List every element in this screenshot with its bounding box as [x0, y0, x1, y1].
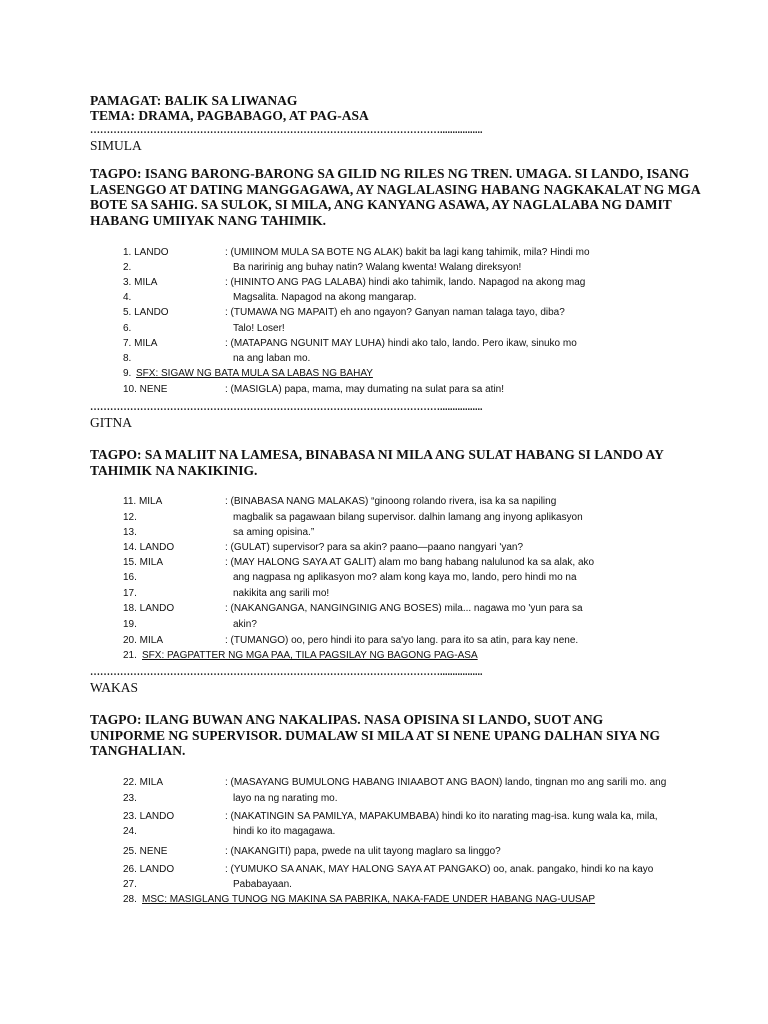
line-number: 13. — [123, 527, 137, 538]
line-number: 1. LANDO — [123, 247, 169, 258]
line-text: na ang laban mo. — [233, 353, 311, 364]
line-number: 7. MILA — [123, 338, 158, 349]
line-number: 28. — [123, 894, 137, 905]
line-number: 24. — [123, 826, 137, 837]
line-number: 22. MILA — [123, 777, 164, 788]
line-number: 3. MILA — [123, 277, 158, 288]
line-number: 21. — [123, 650, 137, 661]
line-text: : (MASAYANG BUMULONG HABANG INIAABOT ANG BAON) lando, tingnan mo ang sarili mo. ang — [225, 777, 667, 788]
separator-3: ……………………………………………………………………………………………................. — [90, 668, 483, 678]
line-text: : (MATAPANG NGUNIT MAY LUHA) hindi ako talo, lando. Pero ikaw, sinuko mo — [225, 338, 577, 349]
section-heading-simula: SIMULA — [90, 138, 142, 153]
line-text: : (NAKANGITI) papa, pwede na ulit tayong maglaro sa linggo? — [225, 846, 501, 857]
section-heading-wakas: WAKAS — [90, 680, 139, 695]
line-text: hindi ko ito magagawa. — [233, 826, 336, 837]
line-number: 19. — [123, 619, 137, 630]
line-number: 18. LANDO — [123, 603, 175, 614]
line-number: 17. — [123, 588, 137, 599]
line-text: sa aming opisina.” — [233, 527, 315, 538]
title-pamagat: PAMAGAT: BALIK SA LIWANAG — [90, 93, 298, 108]
line-text: : (NAKANGANGA, NANGINGINIG ANG BOSES) mila... nagawa mo 'yun para sa — [225, 603, 583, 614]
line-text: Talo! Loser! — [233, 323, 285, 334]
tagpo-simula: TAGPO: ISANG BARONG-BARONG SA GILID NG RILES NG TREN. UMAGA. SI LANDO, ISANG LASENGGO AT DATING MANGGAGAWA, AY NAGLALASING HABANG NAGKAKALAT NG MGA BOTE SA SAHIG. SA SULOK, SI MILA, ANG KANYANG ASAWA, AY NAGLALABA NG DAMIT HABANG UMIIYAK NANG TAHIMIK. — [90, 166, 701, 228]
line-text: ang nagpasa ng aplikasyon mo? alam kong kaya mo, lando, pero hindi mo na — [233, 572, 577, 583]
sfx-cue: SFX: SIGAW NG BATA MULA SA LABAS NG BAHAY — [136, 368, 373, 379]
line-number: 6. — [123, 323, 132, 334]
section-heading-gitna: GITNA — [90, 415, 132, 430]
line-number: 23. LANDO — [123, 811, 175, 822]
separator-1: ……………………………………………………………………………………………................. — [90, 126, 483, 136]
title-tema: TEMA: DRAMA, PAGBABAGO, AT PAG-ASA — [90, 108, 369, 123]
line-number: 11. MILA — [123, 496, 163, 507]
line-number: 5. LANDO — [123, 307, 169, 318]
line-number: 14. LANDO — [123, 542, 175, 553]
separator-2: ……………………………………………………………………………………………................. — [90, 403, 483, 413]
line-number: 26. LANDO — [123, 864, 175, 875]
line-text: : (MAY HALONG SAYA AT GALIT) alam mo bang habang nalulunod ka sa alak, ako — [225, 557, 595, 568]
music-cue: MSC: MASIGLANG TUNOG NG MAKINA SA PABRIKA, NAKA-FADE UNDER HABANG NAG-UUSAP — [142, 894, 596, 905]
line-text: Pababayaan. — [233, 879, 292, 890]
tagpo-wakas: TAGPO: ILANG BUWAN ANG NAKALIPAS. NASA OPISINA SI LANDO, SUOT ANG UNIPORME NG SUPERVISOR. DUMALAW SI MILA AT SI NENE UPANG DALHAN SIYA NG TANGHALIAN. — [90, 712, 660, 758]
line-number: 12. — [123, 512, 137, 523]
line-text: : (TUMANGO) oo, pero hindi ito para sa'yo lang. para ito sa atin, para kay nene. — [225, 635, 579, 646]
line-text: : (BINABASA NANG MALAKAS) “ginoong rolando rivera, isa ka sa napiling — [225, 496, 557, 507]
tagpo-gitna: TAGPO: SA MALIIT NA LAMESA, BINABASA NI MILA ANG SULAT HABANG SI LANDO AY TAHIMIK NA NAKIKINIG. — [90, 447, 664, 478]
line-number: 9. — [123, 368, 132, 379]
line-number: 8. — [123, 353, 132, 364]
line-text: magbalik sa pagawaan bilang supervisor. dalhin lamang ang inyong aplikasyon — [233, 512, 583, 523]
line-number: 15. MILA — [123, 557, 164, 568]
line-text: layo na ng narating mo. — [233, 793, 338, 804]
line-text: : (TUMAWA NG MAPAIT) eh ano ngayon? Ganyan naman talaga tayo, diba? — [225, 307, 565, 318]
line-text: : (YUMUKO SA ANAK, MAY HALONG SAYA AT PANGAKO) oo, anak. pangako, hindi ko na kayo — [225, 864, 654, 875]
line-number: 27. — [123, 879, 137, 890]
line-number: 25. NENE — [123, 846, 168, 857]
line-text: nakikita ang sarili mo! — [233, 588, 330, 599]
line-number: 20. MILA — [123, 635, 164, 646]
line-number: 4. — [123, 292, 132, 303]
line-number: 16. — [123, 572, 137, 583]
line-text: : (NAKATINGIN SA PAMILYA, MAPAKUMBABA) hindi ko ito narating mag-isa. kung wala ka, mila, — [225, 811, 658, 822]
line-text: : (MASIGLA) papa, mama, may dumating na sulat para sa atin! — [225, 384, 505, 395]
line-text: : (UMIINOM MULA SA BOTE NG ALAK) bakit ba lagi kang tahimik, mila? Hindi mo — [225, 247, 590, 258]
line-text: Magsalita. Napagod na akong mangarap. — [233, 292, 417, 303]
line-text: : (GULAT) supervisor? para sa akin? paano—paano nangyari 'yan? — [225, 542, 524, 553]
line-text: akin? — [233, 619, 257, 630]
line-number: 2. — [123, 262, 132, 273]
line-text: : (HININTO ANG PAG LALABA) hindi ako tahimik, lando. Napagod na akong mag — [225, 277, 586, 288]
sfx-cue: SFX: PAGPATTER NG MGA PAA, TILA PAGSILAY NG BAGONG PAG-ASA — [142, 650, 478, 661]
line-text: Ba naririnig ang buhay natin? Walang kwenta! Walang direksyon! — [233, 262, 522, 273]
line-number: 10. NENE — [123, 384, 168, 395]
line-number: 23. — [123, 793, 137, 804]
